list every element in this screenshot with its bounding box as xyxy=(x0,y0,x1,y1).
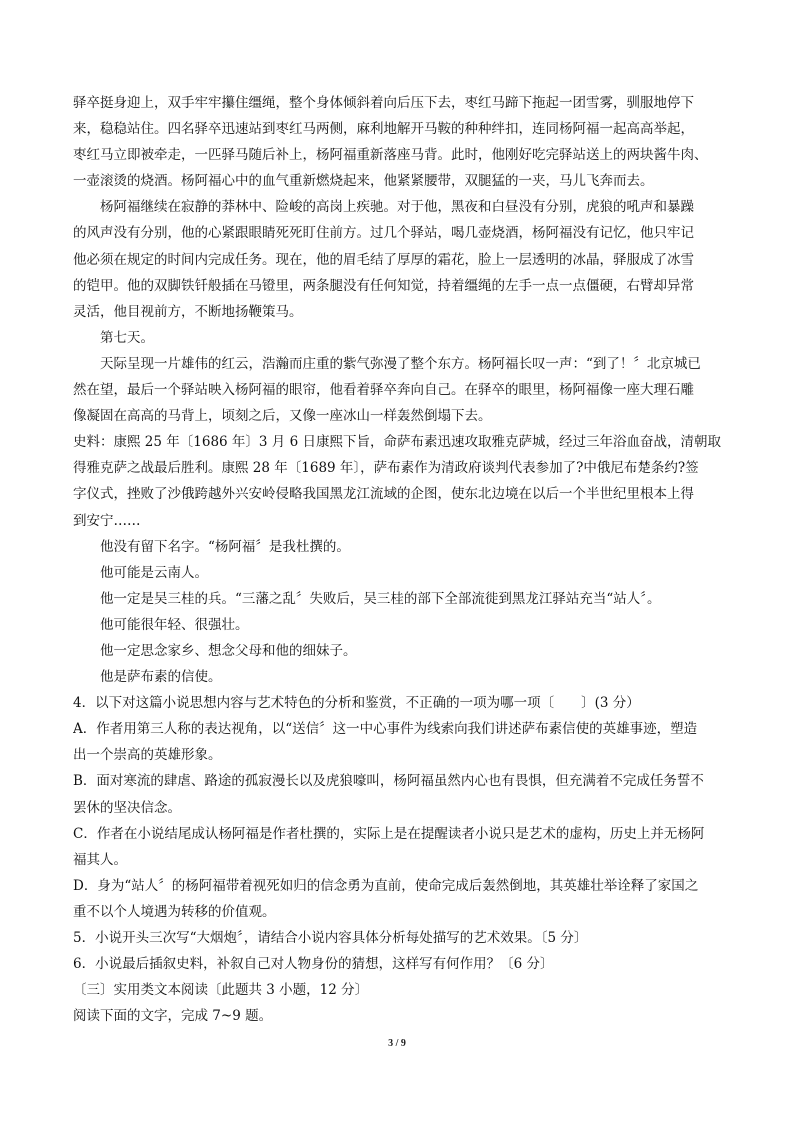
document-body xyxy=(73,90,721,1029)
text-line: 的铠甲。他的双脚铁钎般插在马镫里，两条腿没有任何知觉，持着缰绳的左手一点一点僵硬，右臂却异常 xyxy=(73,277,694,294)
text-line: 像凝固在高高的马背上，顷刻之后，又像一座冰山一样轰然倒塌下去。 xyxy=(73,408,492,425)
text-line: 的风声没有分别，他的心紧跟眼睛死死盯住前方。过几个驿站，喝几壶烧酒，杨阿福没有记忆，他只牢记 xyxy=(73,225,694,242)
text-line: D．身为“站人〞的杨阿福带着视死如归的信念勇为直前，使命完成后轰然倒地，其英雄壮举诠释了家国之 xyxy=(73,877,699,894)
text-line: B．面对寒流的肆虐、路途的孤寂漫长以及虎狼嚎叫，杨阿福虽然内心也有畏惧，但充满着不完成任务誓不 xyxy=(73,773,704,790)
text-line: 来，稳稳站住。四名驿卒迅速站到枣红马两侧，麻利地解开马鞍的种种绊扣，连同杨阿福一起高高举起， xyxy=(73,121,694,138)
text-line: 他可能是云南人。 xyxy=(100,564,208,581)
text-line: 他一定是吴三桂的兵。“三藩之乱〞失败后，吴三桂的部下全部流徙到黑龙江驿站充当“站人〞。 xyxy=(100,590,661,607)
text-line: 阅读下面的文字，完成 7~9 题。 xyxy=(73,1008,273,1025)
text-line: 杨阿福继续在寂静的莽林中、险峻的高岗上疾驰。对于他，黑夜和白昼没有分别，虎狼的吼声和暴躁 xyxy=(100,199,694,216)
text-line: 4．以下对这篇小说思想内容与艺术特色的分析和鉴赏，不正确的一项为哪一项〔 〕(3 分） xyxy=(73,695,640,712)
text-line: 天际呈现一片雄伟的红云，浩瀚而庄重的紫气弥漫了整个东方。杨阿福长叹一声：“到了！〞北京城已 xyxy=(100,355,701,372)
text-line: 重不以个人境遇为转移的价值观。 xyxy=(73,903,276,920)
text-line: 罢休的坚决信念。 xyxy=(73,799,181,816)
text-line: 他必须在规定的时间内完成任务。现在，他的眉毛结了厚厚的霜花，脸上一层透明的冰晶，驿服成了冰雪 xyxy=(73,251,694,268)
text-line: 出一个崇高的英雄形象。 xyxy=(73,747,222,764)
text-line: 他一定思念家乡、想念父母和他的细妹子。 xyxy=(100,642,357,659)
text-line: A．作者用第三人称的表达视角，以“送信〞这一中心事件为线索向我们讲述萨布素信使的英雄事迹，塑造 xyxy=(73,721,698,738)
text-line: 一壶滚烫的烧酒。杨阿福心中的血气重新燃烧起来，他紧紧腰带，双腿猛的一夹，马儿飞奔而去。 xyxy=(73,173,654,190)
text-line: 他没有留下名字。“杨阿福〞是我杜撰的。 xyxy=(100,538,350,555)
text-line: 驿卒挺身迎上，双手牢牢攥住缰绳，整个身体倾斜着向后压下去，枣红马蹄下拖起一团雪雾，驯服地停下 xyxy=(73,95,694,111)
text-line: 他是萨布素的信使。 xyxy=(100,669,222,686)
text-line: 字仪式，挫败了沙俄跨越外兴安岭侵略我国黑龙江流域的企图，使东北边境在以后一个半世纪里根本上得 xyxy=(73,486,694,503)
text-line: 他可能很年轻、很强壮。 xyxy=(100,616,249,633)
text-line: 第七天。 xyxy=(100,329,154,346)
text-line: 到安宁…… xyxy=(73,512,141,529)
text-line: 〔三〕实用类文本阅读〔此题共 3 小题，12 分〕 xyxy=(73,982,369,999)
text-line: 得雅克萨之战最后胜利。康熙 28 年〔1689 年〕，萨布素作为清政府谈判代表参加了?中俄尼布楚条约?签 xyxy=(73,460,699,477)
text-line: 枣红马立即被牵走，一匹驿马随后补上，杨阿福重新落座马背。此时，他刚好吃完驿站送上的两块酱牛肉、 xyxy=(73,147,708,164)
text-line: 福其人。 xyxy=(73,851,127,868)
page-number: 3 / 9 xyxy=(388,1038,406,1049)
text-line: 5．小说开头三次写“大烟炮〞，请结合小说内容具体分析每处描写的艺术效果。〔5 分〕 xyxy=(73,930,588,946)
text-line: 灵活，他目视前方，不断地扬鞭策马。 xyxy=(73,303,303,320)
text-line: 史料：康熙 25 年〔1686 年〕3 月 6 日康熙下旨，命萨布素迅速攻取雅克萨城，经过三年浴血奋战，清朝取 xyxy=(73,434,721,451)
text-line: C．作者在小说结尾成认杨阿福是作者杜撰的，实际上是在提醒读者小说只是艺术的虚构，历史上并无杨阿 xyxy=(73,825,705,842)
text-line: 然在望，最后一个驿站映入杨阿福的眼帘，他看着驿卒奔向自己。在驿卒的眼里，杨阿福像一座大理石雕 xyxy=(73,382,694,399)
text-line: 6．小说最后插叙史料，补叙自己对人物身份的猜想，这样写有何作用？〔6 分〕 xyxy=(73,956,554,973)
